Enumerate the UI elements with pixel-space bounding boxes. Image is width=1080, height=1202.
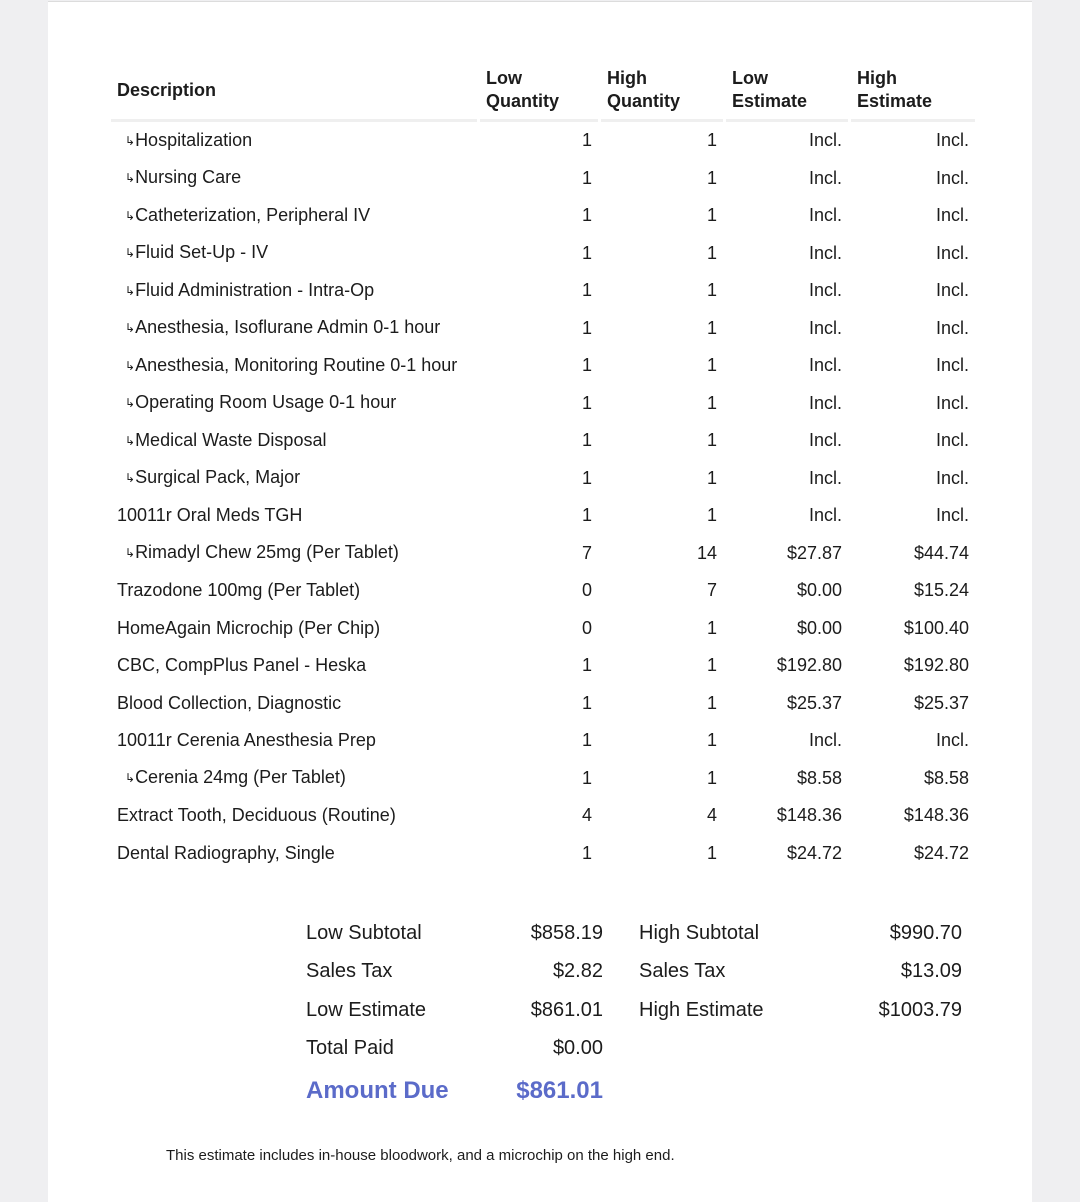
- low-subtotal-value: $858.19: [530, 922, 603, 944]
- table-row: [111, 310, 975, 348]
- item-low-quantity: 7: [581, 542, 592, 563]
- item-high-estimate: $100.40: [903, 617, 969, 638]
- item-low-estimate: $27.87: [786, 542, 842, 563]
- item-description-text: Fluid Administration - Intra-Op: [135, 279, 375, 300]
- estimate-line-items-table: [108, 57, 978, 872]
- estimate-document: [48, 1, 1032, 1202]
- item-high-estimate: $148.36: [903, 805, 969, 826]
- item-low-quantity: 1: [581, 242, 592, 263]
- item-low-quantity: 1: [581, 430, 592, 451]
- item-high-estimate: $24.72: [913, 842, 969, 863]
- item-low-quantity: 1: [581, 317, 592, 338]
- item-low-quantity: 1: [581, 355, 592, 376]
- item-description: [111, 835, 477, 873]
- item-high-quantity: 1: [706, 767, 717, 788]
- item-high-quantity: 1: [706, 392, 717, 413]
- header-description: Description: [111, 57, 477, 122]
- child-item-arrow-icon: ↳: [125, 283, 136, 298]
- item-description-text: Dental Radiography, Single: [117, 842, 335, 863]
- item-description: [111, 797, 477, 835]
- item-low-quantity: 0: [581, 617, 592, 638]
- item-high-estimate: Incl.: [935, 355, 969, 376]
- item-description-text: CBC, CompPlus Panel - Heska: [117, 655, 367, 676]
- item-high-quantity: 1: [706, 505, 717, 526]
- item-low-quantity: 1: [581, 842, 592, 863]
- item-high-quantity: 1: [706, 242, 717, 263]
- high-subtotal-value: $990.70: [889, 922, 962, 944]
- item-low-estimate: Incl.: [808, 317, 842, 338]
- item-description: [111, 460, 477, 498]
- child-item-arrow-icon: ↳: [125, 396, 136, 411]
- child-item-arrow-icon: ↳: [125, 133, 136, 148]
- table-row: [111, 347, 975, 385]
- item-description: [111, 347, 477, 385]
- item-description: [111, 572, 477, 610]
- item-low-estimate: Incl.: [808, 205, 842, 226]
- high-subtotal-label: High Subtotal: [639, 922, 760, 944]
- item-high-quantity: 1: [706, 317, 717, 338]
- table-row: [111, 535, 975, 573]
- table-row: [111, 160, 975, 198]
- item-high-quantity: 1: [706, 430, 717, 451]
- item-low-estimate: Incl.: [808, 467, 842, 488]
- item-high-estimate: Incl.: [935, 505, 969, 526]
- child-item-arrow-icon: ↳: [125, 208, 136, 223]
- child-item-arrow-icon: ↳: [125, 433, 136, 448]
- item-high-estimate: Incl.: [935, 467, 969, 488]
- amount-due-label: Amount Due: [306, 1077, 449, 1104]
- item-description: [111, 722, 477, 760]
- item-description-text: Operating Room Usage 0-1 hour: [135, 392, 397, 413]
- item-low-estimate: $192.80: [776, 655, 842, 676]
- header-high-quantity: High Quantity: [601, 57, 723, 122]
- child-item-arrow-icon: ↳: [125, 546, 136, 561]
- high-sales-tax-value: $13.09: [900, 960, 962, 982]
- item-low-estimate: Incl.: [808, 392, 842, 413]
- item-description-text: Rimadyl Chew 25mg (Per Tablet): [135, 542, 399, 563]
- table-row: [111, 835, 975, 873]
- item-description: [111, 197, 477, 235]
- item-high-quantity: 1: [706, 842, 717, 863]
- item-low-estimate: Incl.: [808, 505, 842, 526]
- item-description-text: Anesthesia, Isoflurane Admin 0-1 hour: [135, 317, 441, 338]
- item-low-quantity: 0: [581, 580, 592, 601]
- item-description: [111, 535, 477, 573]
- high-estimate-value: $1003.79: [878, 999, 962, 1021]
- item-high-quantity: 1: [706, 355, 717, 376]
- item-low-quantity: 1: [581, 767, 592, 788]
- child-item-arrow-icon: ↳: [125, 321, 136, 336]
- item-description: [111, 385, 477, 423]
- item-description: [111, 497, 477, 535]
- child-item-arrow-icon: ↳: [125, 358, 136, 373]
- item-high-estimate: $15.24: [913, 580, 969, 601]
- high-sales-tax-label: Sales Tax: [639, 960, 726, 982]
- item-high-estimate: Incl.: [935, 280, 969, 301]
- item-high-quantity: 1: [706, 205, 717, 226]
- item-high-estimate: Incl.: [935, 392, 969, 413]
- item-low-quantity: 1: [581, 392, 592, 413]
- item-high-estimate: Incl.: [935, 130, 969, 151]
- table-row: [111, 797, 975, 835]
- item-high-quantity: 1: [706, 730, 717, 751]
- item-low-quantity: 4: [581, 805, 592, 826]
- low-sales-tax-label: Sales Tax: [306, 960, 393, 982]
- item-description-text: HomeAgain Microchip (Per Chip): [117, 617, 381, 638]
- item-high-estimate: Incl.: [935, 730, 969, 751]
- item-low-estimate: Incl.: [808, 280, 842, 301]
- item-description: [111, 122, 477, 160]
- item-low-quantity: 1: [581, 167, 592, 188]
- table-body: [111, 122, 975, 872]
- item-description: [111, 647, 477, 685]
- item-low-quantity: 1: [581, 467, 592, 488]
- item-description-text: Cerenia 24mg (Per Tablet): [135, 767, 346, 788]
- item-low-estimate: $148.36: [776, 805, 842, 826]
- table-row: [111, 610, 975, 648]
- item-low-estimate: $25.37: [786, 692, 842, 713]
- low-subtotal-label: Low Subtotal: [306, 922, 422, 944]
- item-description: [111, 685, 477, 723]
- item-description: [111, 422, 477, 460]
- item-high-quantity: 1: [706, 617, 717, 638]
- item-description: [111, 272, 477, 310]
- item-low-quantity: 1: [581, 280, 592, 301]
- item-high-estimate: $192.80: [903, 655, 969, 676]
- item-low-quantity: 1: [581, 655, 592, 676]
- table-row: [111, 422, 975, 460]
- high-estimate-label: High Estimate: [639, 999, 764, 1021]
- item-description-text: 10011r Oral Meds TGH: [117, 505, 303, 526]
- item-low-estimate: Incl.: [808, 242, 842, 263]
- table-row: [111, 385, 975, 423]
- item-description-text: Extract Tooth, Deciduous (Routine): [117, 805, 396, 826]
- total-paid-value: $0.00: [552, 1037, 603, 1059]
- table-row: [111, 572, 975, 610]
- table-header-row: [111, 57, 975, 122]
- item-description: [111, 310, 477, 348]
- item-description-text: 10011r Cerenia Anesthesia Prep: [117, 730, 376, 751]
- child-item-arrow-icon: ↳: [125, 246, 136, 261]
- item-description-text: Medical Waste Disposal: [135, 429, 327, 450]
- item-high-quantity: 1: [706, 692, 717, 713]
- table-row: [111, 235, 975, 273]
- child-item-arrow-icon: ↳: [125, 171, 136, 186]
- item-description-text: Fluid Set-Up - IV: [135, 242, 269, 263]
- item-low-estimate: Incl.: [808, 355, 842, 376]
- item-high-estimate: Incl.: [935, 317, 969, 338]
- header-low-quantity: Low Quantity: [480, 57, 598, 122]
- item-high-quantity: 1: [706, 655, 717, 676]
- item-high-estimate: Incl.: [935, 430, 969, 451]
- table-row: [111, 647, 975, 685]
- item-description-text: Trazodone 100mg (Per Tablet): [117, 580, 361, 601]
- item-low-estimate: $0.00: [796, 580, 842, 601]
- item-high-estimate: Incl.: [935, 205, 969, 226]
- item-high-quantity: 7: [706, 580, 717, 601]
- item-high-estimate: $44.74: [913, 542, 969, 563]
- header-high-estimate: High Estimate: [851, 57, 975, 122]
- item-low-estimate: Incl.: [808, 730, 842, 751]
- item-low-estimate: Incl.: [808, 130, 842, 151]
- item-high-quantity: 1: [706, 467, 717, 488]
- item-high-quantity: 1: [706, 167, 717, 188]
- table-row: [111, 197, 975, 235]
- item-description-text: Catheterization, Peripheral IV: [135, 204, 371, 225]
- child-item-arrow-icon: ↳: [125, 771, 136, 786]
- low-estimate-label: Low Estimate: [306, 999, 427, 1021]
- item-high-quantity: 1: [706, 280, 717, 301]
- table-row: [111, 272, 975, 310]
- item-description: [111, 760, 477, 798]
- item-description: [111, 610, 477, 648]
- item-description: [111, 235, 477, 273]
- item-low-estimate: $0.00: [796, 617, 842, 638]
- item-low-estimate: $24.72: [786, 842, 842, 863]
- item-description-text: Nursing Care: [135, 167, 242, 188]
- item-high-estimate: Incl.: [935, 167, 969, 188]
- item-description-text: Anesthesia, Monitoring Routine 0-1 hour: [135, 354, 458, 375]
- header-low-estimate: Low Estimate: [726, 57, 848, 122]
- low-sales-tax-value: $2.82: [552, 960, 603, 982]
- item-low-quantity: 1: [581, 205, 592, 226]
- item-low-quantity: 1: [581, 130, 592, 151]
- table-row: [111, 122, 975, 160]
- table-row: [111, 760, 975, 798]
- item-high-quantity: 4: [706, 805, 717, 826]
- item-low-estimate: $8.58: [796, 767, 842, 788]
- item-low-quantity: 1: [581, 505, 592, 526]
- estimate-note: This estimate includes in-house bloodwork, and a microchip on the high end.: [166, 1147, 675, 1164]
- table-row: [111, 460, 975, 498]
- item-low-quantity: 1: [581, 692, 592, 713]
- item-low-quantity: 1: [581, 730, 592, 751]
- low-estimate-value: $861.01: [530, 999, 603, 1021]
- child-item-arrow-icon: ↳: [125, 471, 136, 486]
- amount-due-value: $861.01: [516, 1077, 603, 1104]
- item-high-estimate: Incl.: [935, 242, 969, 263]
- total-paid-label: Total Paid: [306, 1037, 394, 1059]
- table-row: [111, 722, 975, 760]
- item-low-estimate: Incl.: [808, 430, 842, 451]
- item-high-quantity: 14: [696, 542, 717, 563]
- item-description-text: Surgical Pack, Major: [135, 467, 301, 488]
- item-high-estimate: $25.37: [913, 692, 969, 713]
- item-description-text: Blood Collection, Diagnostic: [117, 692, 342, 713]
- table-row: [111, 497, 975, 535]
- table-row: [111, 685, 975, 723]
- item-low-estimate: Incl.: [808, 167, 842, 188]
- item-description: [111, 160, 477, 198]
- item-description-text: Hospitalization: [135, 129, 253, 150]
- item-high-quantity: 1: [706, 130, 717, 151]
- item-high-estimate: $8.58: [923, 767, 969, 788]
